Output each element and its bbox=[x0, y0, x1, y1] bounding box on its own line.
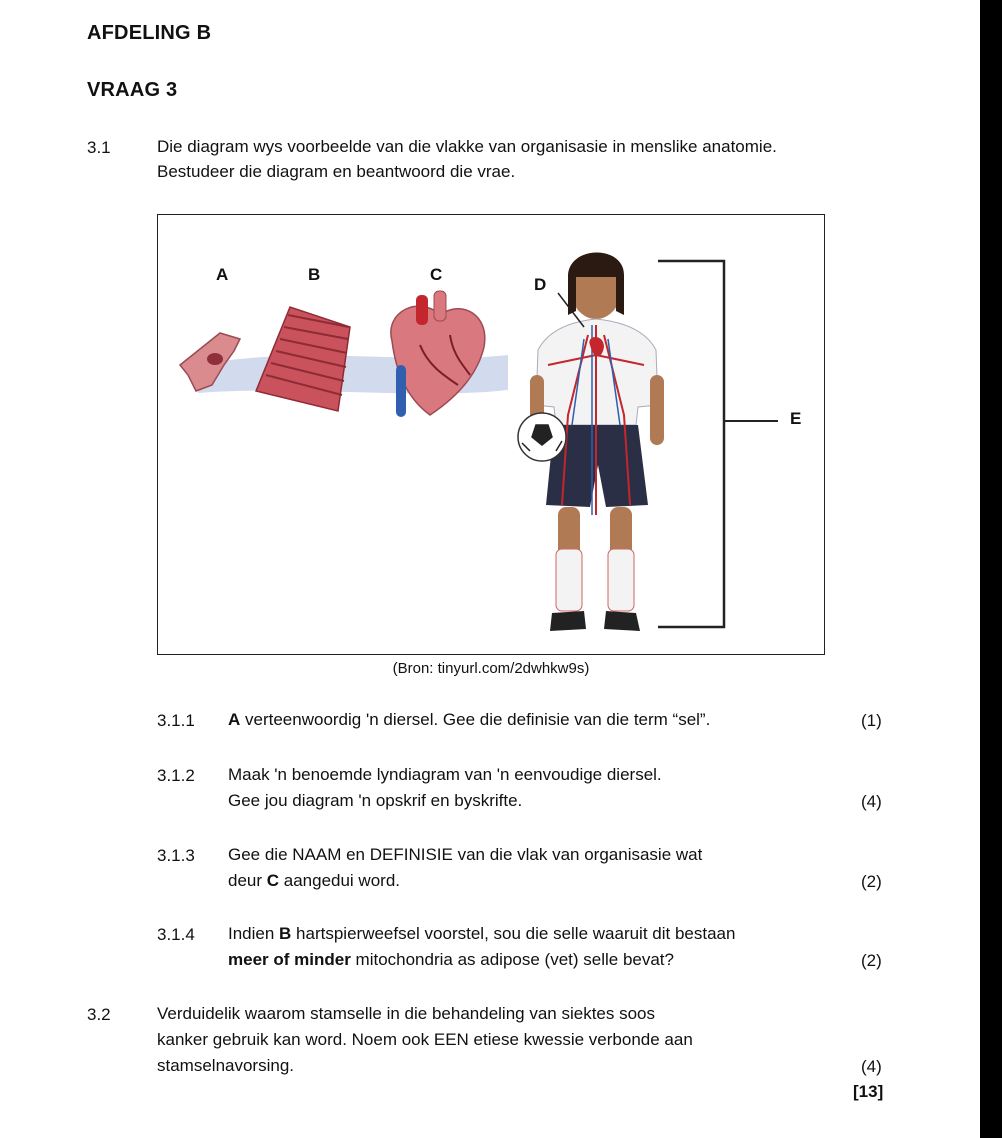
q3-1-line2: Bestudeer die diagram en beantwoord die vrae. bbox=[157, 162, 516, 181]
q3-1-3-pre: deur bbox=[228, 871, 267, 890]
q3-1-1-bold: A bbox=[228, 710, 241, 729]
q3-1-1-rest: verteenwoordig 'n diersel. Gee die definisie van die term “sel”. bbox=[240, 710, 711, 729]
q3-2-line3: stamselnavorsing. bbox=[157, 1056, 295, 1075]
q3-1-line1: Die diagram wys voorbeelde van die vlakke van organisasie in menslike anatomie. bbox=[157, 137, 777, 156]
q3-1-1-number: 3.1.1 bbox=[157, 711, 195, 730]
label-e: E bbox=[790, 409, 802, 428]
q3-1-4-line2 bbox=[228, 948, 674, 972]
tissue-icon bbox=[256, 307, 350, 411]
q3-1-4-bold: B bbox=[279, 924, 292, 943]
q3-1-4-line2-bold: meer of minder bbox=[228, 950, 351, 969]
q3-1-4-post: hartspierweefsel voorstel, sou die selle waaruit dit bestaan bbox=[291, 924, 736, 943]
q3-1-4-pre: Indien bbox=[228, 924, 280, 943]
section-title: AFDELING B bbox=[87, 22, 212, 44]
q3-2-line2: kanker gebruik kan word. Noem ook EEN etiese kwessie verbonde aan bbox=[157, 1030, 693, 1049]
q3-1-2-line2: Gee jou diagram 'n opskrif en byskrifte. bbox=[228, 791, 523, 810]
organism-bracket bbox=[658, 261, 724, 627]
q3-1-1-text bbox=[228, 708, 710, 732]
q3-1-3-bold: C bbox=[266, 871, 280, 890]
label-c: C bbox=[430, 265, 443, 284]
q3-2-number: 3.2 bbox=[87, 1005, 111, 1024]
organisation-diagram bbox=[157, 214, 825, 655]
label-d: D bbox=[534, 275, 547, 294]
q3-2-line1: Verduidelik waarom stamselle in die behandeling van siektes soos bbox=[157, 1004, 656, 1023]
q3-1-3-number: 3.1.3 bbox=[157, 846, 195, 865]
person-icon bbox=[518, 253, 664, 632]
diagram-illustration bbox=[158, 215, 823, 653]
q3-1-2-mark: (4) bbox=[861, 792, 882, 811]
q3-1-2-number: 3.1.2 bbox=[157, 766, 195, 785]
label-b: B bbox=[308, 265, 321, 284]
heart-icon bbox=[391, 291, 485, 417]
diagram-source: (Bron: tinyurl.com/2dwhkw9s) bbox=[392, 660, 590, 677]
q3-1-4-line1 bbox=[228, 922, 735, 946]
q3-1-3-mark: (2) bbox=[861, 872, 882, 891]
q3-1-2-line1: Maak 'n benoemde lyndiagram van 'n eenvoudige diersel. bbox=[228, 765, 662, 784]
q3-1-number: 3.1 bbox=[87, 138, 111, 157]
q3-1-3-line1: Gee die NAAM en DEFINISIE van die vlak van organisasie wat bbox=[228, 845, 703, 864]
question-total: [13] bbox=[853, 1082, 884, 1101]
q3-1-3-post: aangedui word. bbox=[279, 871, 401, 890]
q3-1-1-mark: (1) bbox=[861, 711, 882, 730]
label-a: A bbox=[216, 265, 229, 284]
page-edge-bar bbox=[980, 0, 1002, 1138]
q3-1-4-line2-post: mitochondria as adipose (vet) selle bevat? bbox=[350, 950, 674, 969]
q3-1-4-number: 3.1.4 bbox=[157, 925, 195, 944]
q3-2-mark: (4) bbox=[861, 1057, 882, 1076]
q3-1-3-line2 bbox=[228, 869, 400, 893]
question-title: VRAAG 3 bbox=[87, 79, 178, 101]
q3-1-4-mark: (2) bbox=[861, 951, 882, 970]
